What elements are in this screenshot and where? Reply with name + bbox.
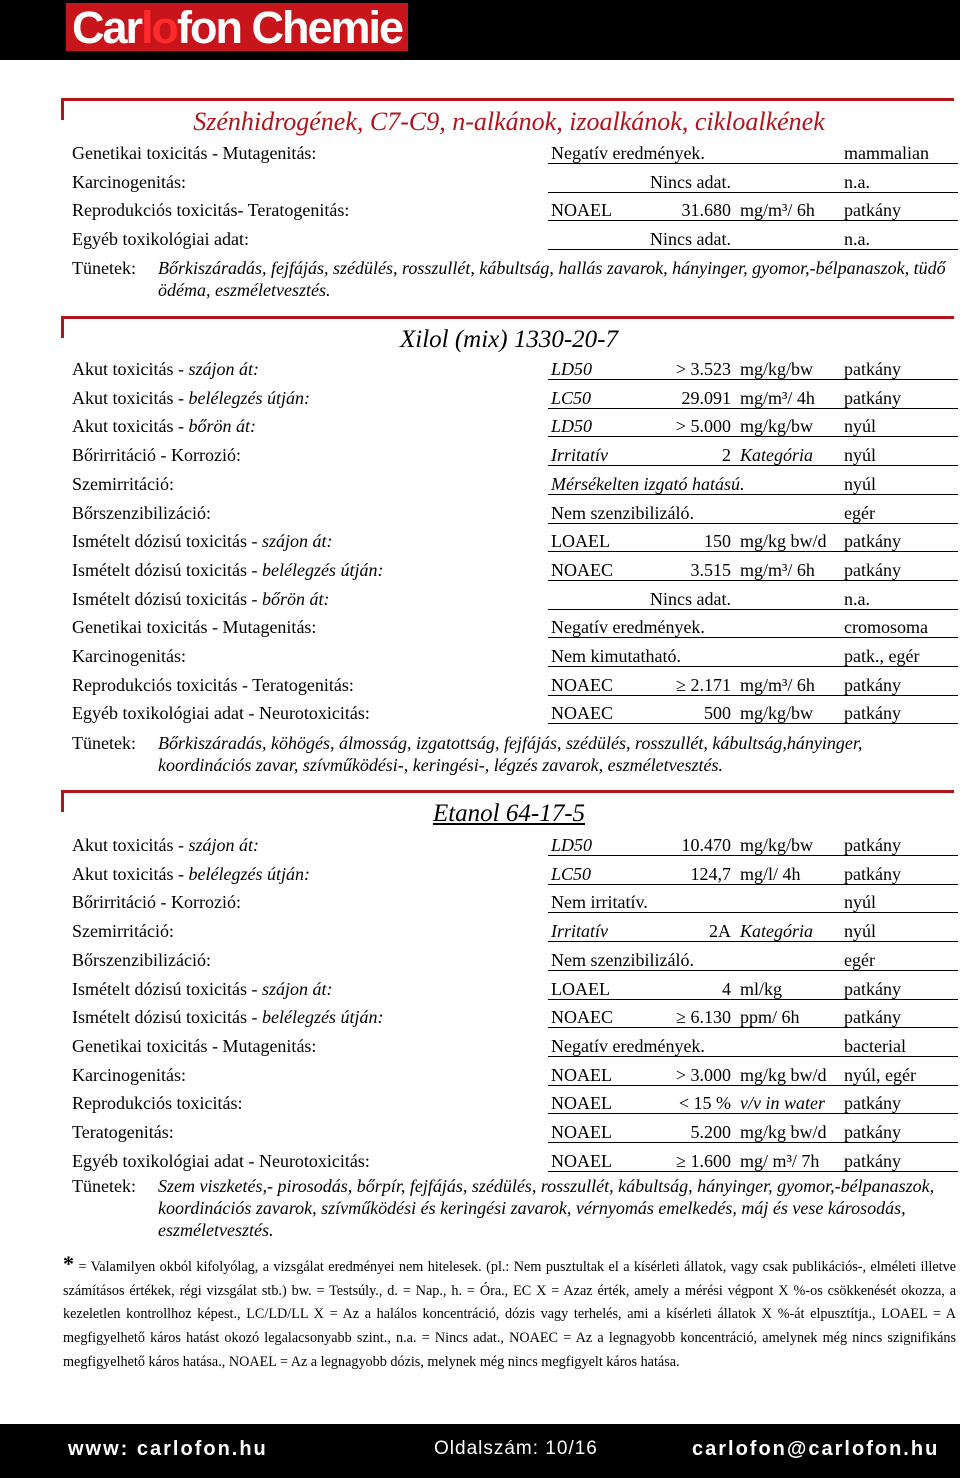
- row-species: patkány: [844, 863, 901, 884]
- row-underline: [548, 637, 958, 638]
- row-unit: mg/kg/bw: [740, 416, 814, 437]
- row-species: patkány: [844, 359, 901, 379]
- row-test-type: LC50: [551, 387, 592, 408]
- row-species: n.a.: [844, 588, 870, 609]
- row-label-text: Karcinogenitás:: [72, 1064, 186, 1085]
- abbreviations-footnote: [63, 1252, 956, 1375]
- row-test-type: Nem kimutatható.: [551, 646, 681, 666]
- row-species: patkány: [844, 674, 901, 695]
- row-value: 2: [722, 445, 731, 466]
- row-label-route: szájon át:: [188, 835, 259, 855]
- table-row: [72, 585, 952, 613]
- row-species: n.a.: [844, 229, 870, 250]
- row-test-type: NOAEC: [551, 703, 613, 724]
- row-underline: [548, 970, 958, 971]
- row-value: 4: [722, 978, 731, 999]
- row-test-type: Negatív eredmények.: [551, 617, 705, 638]
- row-test-type: LOAEL: [551, 531, 610, 552]
- row-species: nyúl: [844, 921, 877, 942]
- table-row: [72, 168, 952, 196]
- row-label-route: szájon át:: [261, 978, 333, 999]
- row-label-text: Ismételt dózisú toxicitás -: [72, 588, 262, 609]
- row-underline: [548, 723, 958, 724]
- row-label-text: Bőrszenzibilizáció:: [72, 949, 211, 970]
- row-species: patkány: [844, 1150, 901, 1171]
- row-species: egér: [844, 949, 875, 970]
- table-row: [72, 499, 952, 527]
- row-species: nyúl: [844, 445, 877, 466]
- symptoms-label: Tünetek:: [72, 733, 136, 753]
- table-row: [72, 470, 952, 498]
- table-row: [72, 831, 952, 859]
- row-label-text: Bőrirritáció - Korrozió:: [72, 892, 241, 913]
- row-label: [72, 470, 174, 498]
- row-underline: [548, 941, 958, 942]
- row-label-route: belélegzés útján:: [261, 559, 384, 580]
- page-number: Oldalszám: 10/16: [434, 1438, 598, 1459]
- row-test-type: NOAEC: [551, 559, 613, 580]
- section-xylene: [64, 316, 954, 776]
- row-species: patkány: [844, 559, 901, 580]
- row-underline: [548, 855, 958, 856]
- row-underline: [548, 1027, 958, 1028]
- row-underline: [548, 379, 958, 380]
- table-row: [72, 1089, 952, 1117]
- table-row: [72, 527, 952, 555]
- row-label-text: Egyéb toxikológiai adat - Neurotoxicitás:: [72, 703, 370, 724]
- row-value: 31.680: [681, 200, 731, 221]
- symptoms-label: Tünetek:: [72, 1176, 136, 1196]
- row-unit: mg/m³/ 6h: [740, 674, 815, 695]
- row-test-type: Irritatív: [551, 921, 608, 942]
- page-footer: [0, 1424, 960, 1478]
- row-label-route: belélegzés útján:: [188, 387, 310, 408]
- row-label-text: Genetikai toxicitás - Mutagenitás:: [72, 617, 317, 638]
- row-test-type: NOAEL: [551, 200, 612, 221]
- row-value: > 3.000: [675, 1064, 731, 1085]
- row-label-text: Ismételt dózisú toxicitás -: [72, 1007, 262, 1028]
- row-label-text: Reprodukciós toxicitás- Teratogenitás:: [72, 200, 350, 221]
- row-test-type: Nem szenzibilizáló.: [551, 502, 694, 523]
- row-label-text: Reprodukciós toxicitás:: [72, 1093, 243, 1114]
- table-row: [72, 1032, 952, 1060]
- symptoms-block: [72, 732, 952, 778]
- row-value: > 3.523: [675, 359, 731, 379]
- website-link[interactable]: www: carlofon.hu: [68, 1438, 268, 1460]
- row-label: [72, 1032, 316, 1060]
- row-label: [72, 499, 211, 527]
- row-label-route: belélegzés útján:: [261, 1007, 384, 1028]
- row-label-text: Szemirritáció:: [72, 473, 174, 494]
- row-underline: [548, 1056, 958, 1057]
- row-species: n.a.: [844, 171, 870, 192]
- row-unit: Kategória: [740, 445, 814, 466]
- row-test-type: NOAEL: [551, 1150, 612, 1171]
- row-unit: mg/m³/ 4h: [740, 387, 815, 408]
- row-underline: [548, 1171, 958, 1172]
- table-row: [72, 888, 952, 916]
- row-species: mammalian: [844, 143, 929, 163]
- row-species: bacterial: [844, 1035, 906, 1056]
- row-value: 500: [704, 703, 731, 724]
- logo-text-part1: Car: [72, 1, 142, 53]
- row-underline: [548, 465, 958, 466]
- row-value: 150: [704, 531, 731, 552]
- row-underline: [548, 408, 958, 409]
- table-row: [72, 412, 952, 440]
- symptoms-text: Bőrkiszáradás, köhögés, álmosság, izgatottság, fejfájás, szédülés, rosszullét, kábultság,hányinger, koordinációs zavar, szívműködési-, keringési-, légzés zavarok, eszméletvesztés.: [158, 733, 863, 775]
- row-species: nyúl, egér: [844, 1064, 916, 1085]
- symptoms-block: [72, 1175, 952, 1243]
- row-test-type: NOAEL: [551, 1093, 612, 1114]
- row-label-text: Genetikai toxicitás - Mutagenitás:: [72, 143, 317, 163]
- row-species: patkány: [844, 1122, 901, 1142]
- row-species: nyúl: [844, 892, 877, 913]
- row-value: 124,7: [690, 863, 731, 884]
- row-value: 10.470: [681, 835, 731, 855]
- page-header: [0, 0, 960, 60]
- row-species: patkány: [844, 703, 901, 724]
- table-row: [72, 1147, 952, 1175]
- table-row: [72, 975, 952, 1003]
- row-label-text: Szemirritáció:: [72, 921, 174, 942]
- table-row: [72, 556, 952, 584]
- table-row: [72, 1003, 952, 1031]
- table-row: [72, 671, 952, 699]
- row-value: ≥ 6.130: [676, 1007, 731, 1028]
- symptoms-text: Szem viszketés,- pirosodás, bőrpír, fejfájás, szédülés, rosszullét, kábultság, hányinger, gyomor,-bélpanaszok, koordinációs zavarok, szívműködési és keringési zavarok, vérnyomás emelkedés, máj és vese károsodás, eszméletvesztés.: [158, 1176, 935, 1240]
- row-test-type: LD50: [551, 359, 593, 379]
- table-row: [72, 1061, 952, 1089]
- row-underline: [548, 1113, 958, 1114]
- row-species: patkány: [844, 387, 901, 408]
- row-label-route: bőrön át:: [188, 416, 256, 437]
- row-label: [72, 946, 211, 974]
- section-hydrocarbons: [64, 98, 954, 298]
- row-label-text: Akut toxicitás -: [72, 835, 189, 855]
- row-unit: mg/m³/ 6h: [740, 200, 815, 221]
- table-row: [72, 225, 952, 253]
- row-value: > 5.000: [675, 416, 731, 437]
- table-row: [72, 860, 952, 888]
- row-label-text: Bőrszenzibilizáció:: [72, 502, 211, 523]
- row-underline: [548, 494, 958, 495]
- row-unit: mg/kg bw/d: [740, 531, 827, 552]
- row-underline: [548, 999, 958, 1000]
- email-link[interactable]: carlofon@carlofon.hu: [692, 1438, 940, 1460]
- row-label-text: Ismételt dózisú toxicitás -: [72, 559, 262, 580]
- table-row: [72, 441, 952, 469]
- row-test-type: NOAEL: [551, 1064, 612, 1085]
- table-row: [72, 139, 952, 167]
- row-underline: [548, 912, 958, 913]
- symptoms-block: [72, 257, 952, 303]
- row-species: egér: [844, 502, 875, 523]
- row-test-type: NOAEL: [551, 1122, 612, 1142]
- company-logo: [66, 3, 408, 51]
- row-label-text: Egyéb toxikológiai adat:: [72, 229, 249, 250]
- table-row: [72, 946, 952, 974]
- row-value: 5.200: [690, 1122, 731, 1142]
- row-test-type: Negatív eredmények.: [551, 1035, 705, 1056]
- row-species: patkány: [844, 1093, 901, 1114]
- row-species: cromosoma: [844, 617, 928, 638]
- row-value: < 15 %: [678, 1093, 731, 1114]
- row-label-route: bőrön át:: [261, 588, 330, 609]
- row-value: ≥ 1.600: [676, 1150, 731, 1171]
- row-label: [72, 888, 241, 916]
- row-label-text: Ismételt dózisú toxicitás -: [72, 978, 262, 999]
- row-label-text: Reprodukciós toxicitás - Teratogenitás:: [72, 674, 354, 695]
- table-row: [72, 642, 952, 670]
- row-underline: [548, 192, 958, 193]
- row-underline: [548, 163, 958, 164]
- row-unit: ppm/ 6h: [740, 1007, 800, 1028]
- table-row: [72, 355, 952, 383]
- footnote-text: = Valamilyen okból kifolyólag, a vizsgálat eredményei nem hitelesek. (pl.: Nem pusztultak el a kísérleti állatok, vagy csak publikációs-, elméleti illetve számításos értékek, régi vizsgálat stb.) bw. = Testsúly., d. = Nap., h. = Óra., EC X = Azaz érték, amely a mérési végpont X %-os csökkenését okozza, a kezeletlen kontrollhoz képest., LC/LD/LL X = Az a halálos koncentráció, dózis vagy terhelés, ami a kísérleti állatok X %-át elpusztítja., LOAEL = A megfigyelhető káros hatást okozó legalacsonyabb szint., n.a. = Nincs adat., NOAEC = Az a legnagyobb koncentráció, amelynek még nincs szignifikáns megfigyelhető káros hatása., NOAEL = Az a legnagyobb dózis, melynek még nincs megfigyelt káros hatása.: [63, 1259, 957, 1370]
- row-underline: [548, 551, 958, 552]
- row-unit: mg/kg bw/d: [740, 1064, 827, 1085]
- row-label-route: belélegzés útján:: [188, 863, 310, 884]
- row-underline: [548, 523, 958, 524]
- row-test-type: Mérsékelten izgató hatású.: [551, 473, 745, 494]
- table-row: [72, 917, 952, 945]
- row-test-type: LOAEL: [551, 978, 610, 999]
- row-test-type: LD50: [551, 416, 593, 437]
- row-underline: [548, 249, 958, 250]
- row-unit: mg/kg bw/d: [740, 1122, 827, 1142]
- table-row: [72, 196, 952, 224]
- row-label-text: Karcinogenitás:: [72, 171, 186, 192]
- section-title: Xilol (mix) 1330-20-7: [399, 326, 618, 353]
- row-underline: [548, 609, 958, 610]
- row-species: nyúl: [844, 416, 877, 437]
- row-species: patkány: [844, 835, 901, 855]
- row-label-text: Teratogenitás:: [72, 1122, 174, 1142]
- row-unit: v/v in water: [740, 1093, 825, 1114]
- row-unit: ml/kg: [740, 978, 783, 999]
- row-species: patkány: [844, 978, 901, 999]
- table-row: [72, 699, 952, 727]
- row-label-text: Akut toxicitás -: [72, 387, 189, 408]
- row-test-type: Nem irritatív.: [551, 892, 648, 913]
- row-label-text: Genetikai toxicitás - Mutagenitás:: [72, 1035, 317, 1056]
- section-ethanol: [64, 790, 954, 1245]
- row-value: 2A: [709, 921, 731, 942]
- row-underline: [548, 695, 958, 696]
- symptoms-label: Tünetek:: [72, 258, 136, 278]
- row-unit: mg/l/ 4h: [740, 863, 801, 884]
- section-title: Etanol 64-17-5: [432, 800, 586, 827]
- row-underline: [548, 220, 958, 221]
- row-label-route: szájon át:: [188, 359, 259, 379]
- row-species: patkány: [844, 200, 901, 221]
- row-label-text: Akut toxicitás -: [72, 359, 189, 379]
- row-label-text: Karcinogenitás:: [72, 646, 186, 666]
- row-test-type: LD50: [551, 835, 593, 855]
- row-label-text: Egyéb toxikológiai adat - Neurotoxicitás:: [72, 1150, 370, 1171]
- row-test-type: LC50: [551, 863, 592, 884]
- row-value: Nincs adat.: [650, 588, 731, 609]
- footnote-star: *: [63, 1251, 74, 1276]
- row-test-type: Nem szenzibilizáló.: [551, 949, 694, 970]
- row-label: [72, 642, 186, 670]
- row-label-text: Akut toxicitás -: [72, 863, 189, 884]
- table-row: [72, 384, 952, 412]
- row-species: nyúl: [844, 473, 877, 494]
- row-underline: [548, 1085, 958, 1086]
- row-value: 3.515: [690, 559, 731, 580]
- row-label-text: Akut toxicitás -: [72, 416, 189, 437]
- table-row: [72, 1118, 952, 1146]
- row-underline: [548, 1142, 958, 1143]
- row-value: Nincs adat.: [650, 229, 731, 250]
- row-species: patk., egér: [844, 646, 920, 666]
- row-label: [72, 139, 316, 167]
- row-unit: mg/ m³/ 7h: [740, 1150, 820, 1171]
- logo-text-part2: lo: [141, 1, 178, 53]
- row-test-type: NOAEC: [551, 1007, 613, 1028]
- row-label-text: Bőrirritáció - Korrozió:: [72, 445, 241, 466]
- row-value: 29.091: [681, 387, 731, 408]
- logo-text-part3: fon Chemie: [177, 1, 403, 53]
- section-title: Szénhidrogének, C7-C9, n-alkánok, izoalkánok, cikloalkének: [193, 107, 825, 136]
- row-species: patkány: [844, 531, 901, 552]
- row-underline: [548, 580, 958, 581]
- table-row: [72, 613, 952, 641]
- row-unit: mg/kg/bw: [740, 703, 814, 724]
- row-value: ≥ 2.171: [676, 674, 731, 695]
- row-value: Nincs adat.: [650, 171, 731, 192]
- row-label-route: szájon át:: [261, 531, 333, 552]
- row-unit: mg/m³/ 6h: [740, 559, 815, 580]
- row-test-type: Irritatív: [551, 445, 608, 466]
- row-test-type: Negatív eredmények.: [551, 143, 705, 163]
- row-unit: mg/kg/bw: [740, 835, 814, 855]
- row-underline: [548, 436, 958, 437]
- row-unit: Kategória: [740, 921, 814, 942]
- row-unit: mg/kg/bw: [740, 359, 814, 379]
- row-underline: [548, 884, 958, 885]
- row-label: [72, 613, 316, 641]
- row-label-text: Ismételt dózisú toxicitás -: [72, 531, 262, 552]
- symptoms-text: Bőrkiszáradás, fejfájás, szédülés, rosszullét, kábultság, hallás zavarok, hányinger, gyomor,-bélpanaszok, tüdő ödéma, eszméletvesztés.: [158, 258, 946, 300]
- row-species: patkány: [844, 1007, 901, 1028]
- row-test-type: NOAEC: [551, 674, 613, 695]
- row-underline: [548, 666, 958, 667]
